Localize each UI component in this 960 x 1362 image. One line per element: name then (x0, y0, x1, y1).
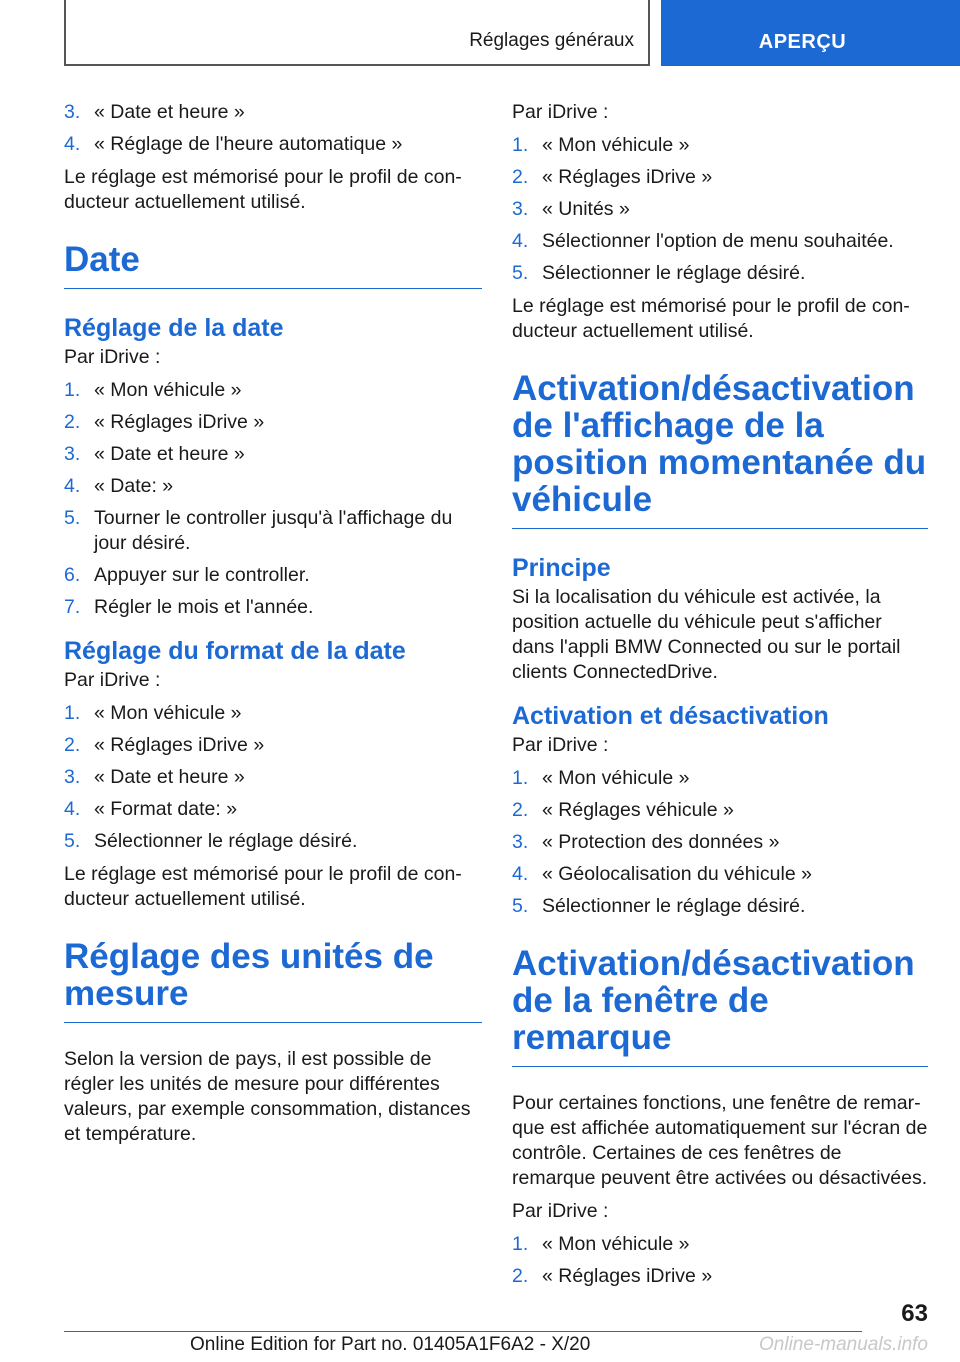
list-item: 4. « Géolocalisation du véhicule » (512, 863, 812, 885)
list-item: 3. « Date et heure » (64, 766, 245, 788)
position-steps-list (512, 766, 928, 919)
watermark: Online-manuals.info (759, 1334, 928, 1355)
notice-steps-list (512, 1232, 928, 1289)
footer-edition: Online Edition for Part no. 01405A1F6A2 - X/20 (190, 1334, 591, 1355)
saved-note: Le réglage est mémorisé pour le profil de conducteur actuellement utilisé. (64, 166, 462, 213)
list-item: 2. « Réglages véhicule » (512, 799, 734, 821)
heading-notice-window: Activation/désactivation de la fenêtre de remarque (512, 945, 928, 1067)
list-item: 1. « Mon véhicule » (512, 767, 690, 789)
date-steps-list (64, 378, 482, 620)
section-title: Réglages généraux (469, 30, 634, 51)
list-item: 3. « Unités » (512, 198, 630, 220)
saved-note: Le réglage est mémorisé pour le profil de conducteur actuellement utilisé. (64, 863, 462, 910)
list-item: 3. « Date et heure » (64, 101, 245, 123)
list-item: 3. « Date et heure » (64, 443, 245, 465)
units-steps-list (512, 133, 928, 286)
heading-date: Date (64, 241, 482, 289)
list-item: 7. Régler le mois et l'année. (64, 596, 314, 618)
list-item: 2. « Réglages iDrive » (512, 166, 713, 188)
par-idrive-label: Par iDrive : (64, 669, 161, 691)
list-item: 3. « Protection des données » (512, 831, 780, 853)
list-item: 1. « Mon véhicule » (64, 702, 242, 724)
list-item: 5. Sélectionner le réglage désiré. (512, 895, 806, 917)
overview-tab-label: APERÇU (758, 30, 847, 53)
list-item: 5. Tourner le controller jusqu'à l'affichage du jour désiré. (64, 507, 453, 554)
heading-set-date: Réglage de la date (64, 314, 284, 342)
list-item: 4. « Date: » (64, 475, 174, 497)
list-item: 2. « Réglages iDrive » (64, 411, 265, 433)
saved-note: Le réglage est mémorisé pour le profil de conducteur actuellement utilisé. (512, 295, 910, 342)
par-idrive-label: Par iDrive : (64, 346, 161, 368)
section-box (64, 0, 650, 66)
list-item: 4. Sélectionner l'option de menu souhaitée. (512, 230, 894, 252)
list-item: 4. « Format date: » (64, 798, 238, 820)
notice-paragraph: Pour certaines fonctions, une fenêtre de remarque est affichée automatiquement sur l'écran de contrôle. Certaines de ces fenêtres de remarque peuvent être activées ou désactivées. (512, 1092, 928, 1189)
list-item: 1. « Mon véhicule » (64, 379, 242, 401)
par-idrive-label: Par iDrive : (512, 734, 609, 756)
left-column (64, 100, 482, 1155)
format-steps-list (64, 701, 482, 854)
heading-vehicle-position: Activation/désactivation de l'affichage de la position momentanée du véhicule (512, 370, 928, 529)
heading-date-format: Réglage du format de la date (64, 637, 406, 665)
heading-principle: Principe (512, 554, 611, 582)
list-item: 1. « Mon véhicule » (512, 1233, 690, 1255)
list-item: 6. Appuyer sur le controller. (64, 564, 310, 586)
page-header (0, 0, 960, 66)
footer-divider (64, 1331, 862, 1332)
principle-paragraph: Si la localisation du véhicule est activée, la position actuelle du véhicule peut s'afficher dans l'appli BMW Connected ou sur le portail clients ConnectedDrive. (512, 586, 901, 683)
par-idrive-label: Par iDrive : (512, 101, 609, 123)
heading-units: Réglage des unités de mesure (64, 938, 482, 1023)
time-steps-list (64, 100, 482, 157)
overview-tab[interactable] (661, 0, 960, 66)
right-column (512, 100, 928, 1297)
list-item: 1. « Mon véhicule » (512, 134, 690, 156)
list-item: 2. « Réglages iDrive » (64, 734, 265, 756)
list-item: 5. Sélectionner le réglage désiré. (64, 830, 358, 852)
units-paragraph: Selon la version de pays, il est possible de régler les unités de mesure pour différentes valeurs, par exemple consommation, distances et température. (64, 1048, 471, 1145)
list-item: 4. « Réglage de l'heure automatique » (64, 133, 403, 155)
heading-activation: Activation et désactivation (512, 702, 829, 730)
page-number: 63 (901, 1300, 928, 1327)
par-idrive-label: Par iDrive : (512, 1200, 609, 1222)
list-item: 2. « Réglages iDrive » (512, 1265, 713, 1287)
list-item: 5. Sélectionner le réglage désiré. (512, 262, 806, 284)
